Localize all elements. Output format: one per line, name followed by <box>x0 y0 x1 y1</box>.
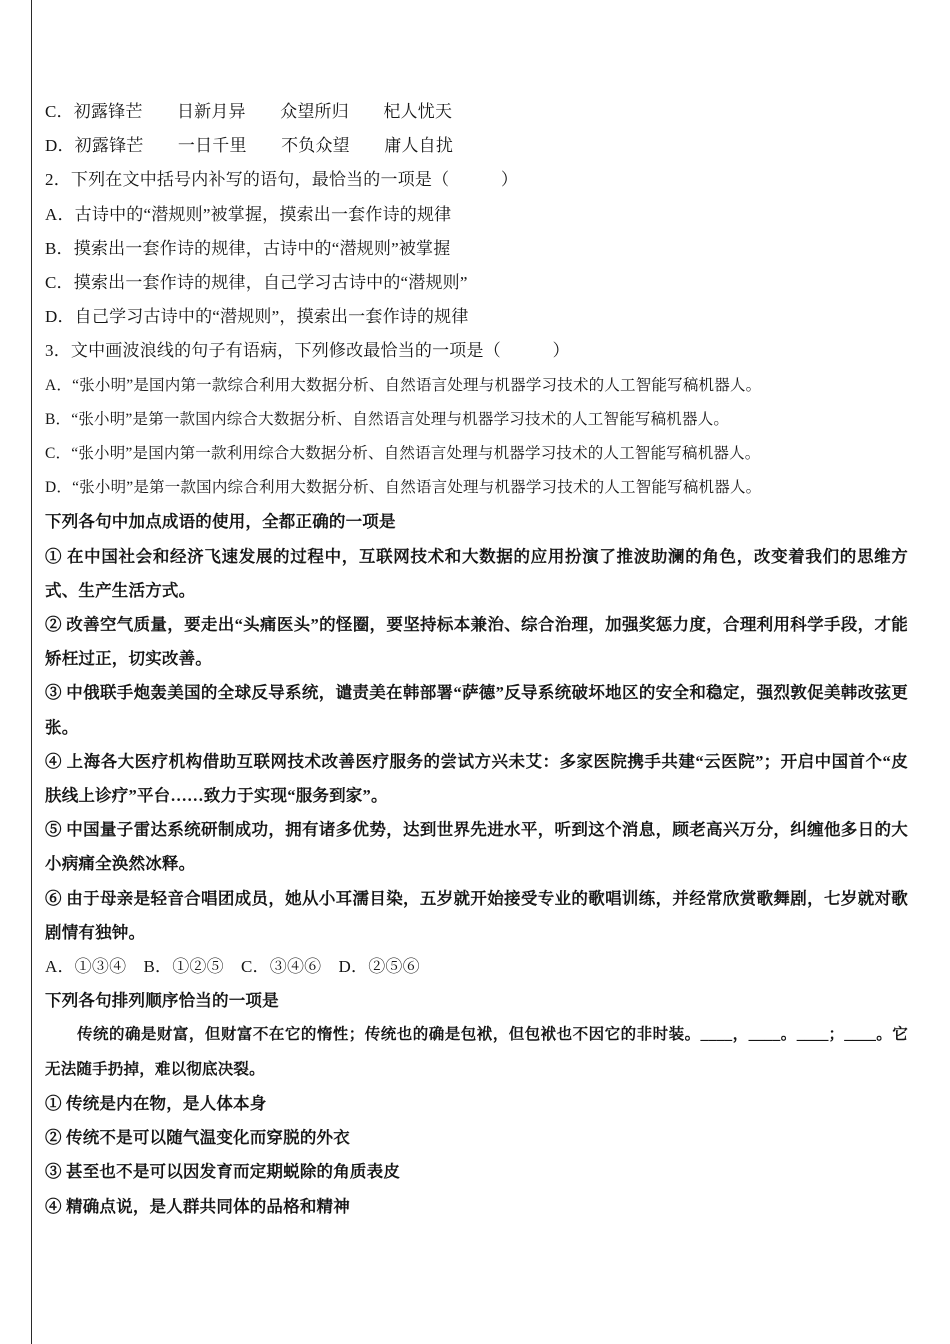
text-line: C．“张小明”是国内第一款利用综合大数据分析、自然语言处理与机器学习技术的人工智能写稿机器人。 <box>45 445 761 463</box>
text-line: ⑥ 由于母亲是轻音合唱团成员，她从小耳濡目染，五岁就开始接受专业的歌唱训练，并经常欣赏歌舞剧，七岁就对歌剧情有独钟。 <box>45 888 908 942</box>
text-line: B．“张小明”是第一款国内综合大数据分析、自然语言处理与机器学习技术的人工智能写稿机器人。 <box>45 410 730 428</box>
text-line: ⑤ 中国量子雷达系统研制成功，拥有诸多优势，达到世界先进水平，听到这个消息，顾老高兴万分，纠缠他多日的大小病痛全涣然冰释。 <box>45 820 908 874</box>
text-line: A．“张小明”是国内第一款综合利用大数据分析、自然语言处理与机器学习技术的人工智能写稿机器人。 <box>45 376 762 394</box>
text-line: C．摸索出一套作诗的规律，自己学习古诗中的“潜规则” <box>45 273 468 293</box>
text-line: ① 传统是内在物，是人体本身 <box>45 1093 267 1113</box>
text-line: B．摸索出一套作诗的规律，古诗中的“潜规则”被掌握 <box>45 238 451 258</box>
text-line: ② 改善空气质量，要走出“头痛医头”的怪圈，要坚持标本兼治、综合治理，加强奖惩力度，合理利用科学手段，才能矫枉过正，切实改善。 <box>45 615 908 669</box>
text-line: 传统的确是财富，但财富不在它的惰性；传统也的确是包袱，但包袱也不因它的非时装。____，____。____；____。它无法随手扔掉，难以彻底决裂。 <box>45 1026 908 1078</box>
text-line: 2．下列在文中括号内补写的语句，最恰当的一项是（ ） <box>45 170 519 190</box>
text-line: D．初露锋芒 一日千里 不负众望 庸人自扰 <box>45 136 454 156</box>
page-border-line <box>31 0 32 1344</box>
text-line: ④ 上海各大医疗机构借助互联网技术改善医疗服务的尝试方兴未艾：多家医院携手共建“云医院”；开启中国首个“皮肤线上诊疗”平台……致力于实现“服务到家”。 <box>45 751 908 806</box>
text-line: 3．文中画波浪线的句子有语病，下列修改最恰当的一项是（ ） <box>45 341 570 361</box>
text-line: C．初露锋芒 日新月异 众望所归 杞人忧天 <box>45 102 453 121</box>
text-line: A．古诗中的“潜规则”被掌握，摸索出一套作诗的规律 <box>45 204 452 224</box>
text-line: ③ 中俄联手炮轰美国的全球反导系统，谴责美在韩部署“萨德”反导系统破坏地区的安全和稳定，强烈敦促美韩改弦更张。 <box>45 683 908 737</box>
text-line: 下列各句排列顺序恰当的一项是 <box>45 991 279 1011</box>
text-line: ② 传统不是可以随气温变化而穿脱的外衣 <box>45 1128 350 1148</box>
document-body <box>45 95 908 1224</box>
text-line: ④ 精确点说，是人群共同体的品格和精神 <box>45 1196 350 1216</box>
text-line: ③ 甚至也不是可以因发育而定期蜕除的角质表皮 <box>45 1162 401 1182</box>
text-line: A．①③④ B．①②⑤ C．③④⑥ D．②⑤⑥ <box>45 957 420 977</box>
text-line: 下列各句中加点成语的使用，全都正确的一项是 <box>45 512 396 532</box>
text-line: ① 在中国社会和经济飞速发展的过程中，互联网技术和大数据的应用扮演了推波助澜的角色，改变着我们的思维方式、生产生活方式。 <box>45 546 908 600</box>
text-line: D．自己学习古诗中的“潜规则”，摸索出一套作诗的规律 <box>45 307 469 327</box>
text-line: D．“张小明”是第一款国内综合利用大数据分析、自然语言处理与机器学习技术的人工智能写稿机器人。 <box>45 479 762 497</box>
